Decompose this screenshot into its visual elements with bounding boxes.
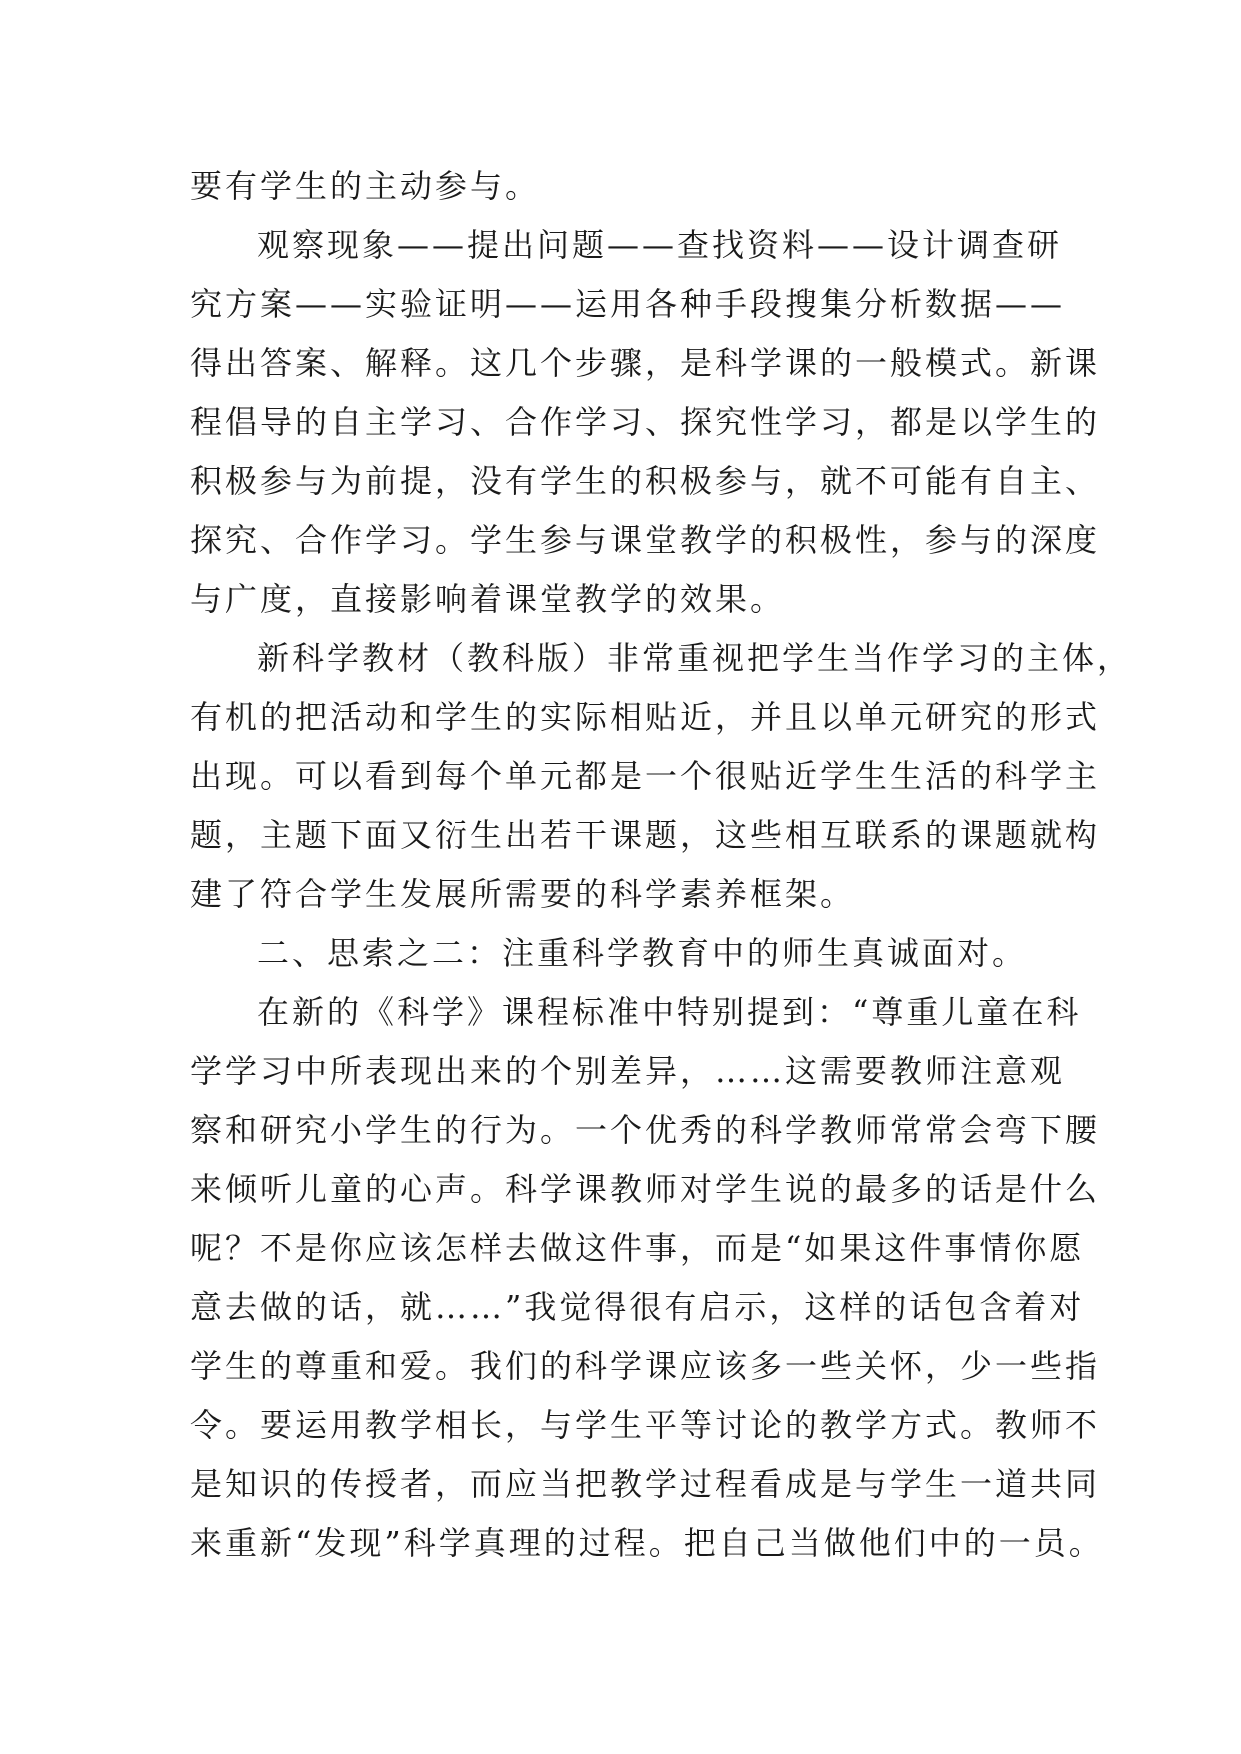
- text-line: 出现。可以看到每个单元都是一个很贴近学生生活的科学主: [190, 757, 1101, 795]
- text-line: 察和研究小学生的行为。一个优秀的科学教师常常会弯下腰: [190, 1111, 1101, 1149]
- text-line: 学学习中所表现出来的个别差异，……这需要教师注意观: [190, 1052, 1066, 1090]
- text-line: 与广度，直接影响着课堂教学的效果。: [190, 580, 786, 618]
- text-line: 有机的把活动和学生的实际相贴近，并且以单元研究的形式: [190, 698, 1101, 736]
- text-line: 是知识的传授者，而应当把教学过程看成是与学生一道共同: [190, 1465, 1101, 1503]
- text-line: 积极参与为前提，没有学生的积极参与，就不可能有自主、: [190, 462, 1101, 500]
- text-line: 意去做的话，就……”我觉得很有启示，这样的话包含着对: [190, 1288, 1085, 1326]
- text-line: 得出答案、解释。这几个步骤，是科学课的一般模式。新课: [190, 344, 1101, 382]
- text-line: 程倡导的自主学习、合作学习、探究性学习，都是以学生的: [190, 403, 1101, 441]
- text-line: 学生的尊重和爱。我们的科学课应该多一些关怀，少一些指: [190, 1347, 1101, 1385]
- paragraph-start-line: 新科学教材（教科版）非常重视把学生当作学习的主体，: [257, 639, 1133, 677]
- text-line: 来倾听儿童的心声。科学课教师对学生说的最多的话是什么: [190, 1170, 1101, 1208]
- text-line: 究方案——实验证明——运用各种手段搜集分析数据——: [190, 285, 1066, 323]
- text-line: 来重新“发现”科学真理的过程。把自己当做他们中的一员。: [190, 1524, 1104, 1562]
- text-line: 探究、合作学习。学生参与课堂教学的积极性，参与的深度: [190, 521, 1101, 559]
- text-line: 建了符合学生发展所需要的科学素养框架。: [190, 875, 856, 913]
- section-heading: 二、思索之二：注重科学教育中的师生真诚面对。: [257, 934, 1028, 972]
- body-text: [190, 157, 1133, 1573]
- text-line: 要有学生的主动参与。: [190, 167, 541, 205]
- text-line: 令。要运用教学相长，与学生平等讨论的教学方式。教师不: [190, 1406, 1101, 1444]
- text-line: 题，主题下面又衍生出若干课题，这些相互联系的课题就构: [190, 816, 1101, 854]
- text-line: 呢？不是你应该怎样去做这件事，而是“如果这件事情你愿: [190, 1229, 1085, 1267]
- paragraph-start-line: 观察现象——提出问题——查找资料——设计调查研: [257, 226, 1063, 264]
- paragraph-start-line: 在新的《科学》课程标准中特别提到：“尊重儿童在科: [257, 993, 1082, 1031]
